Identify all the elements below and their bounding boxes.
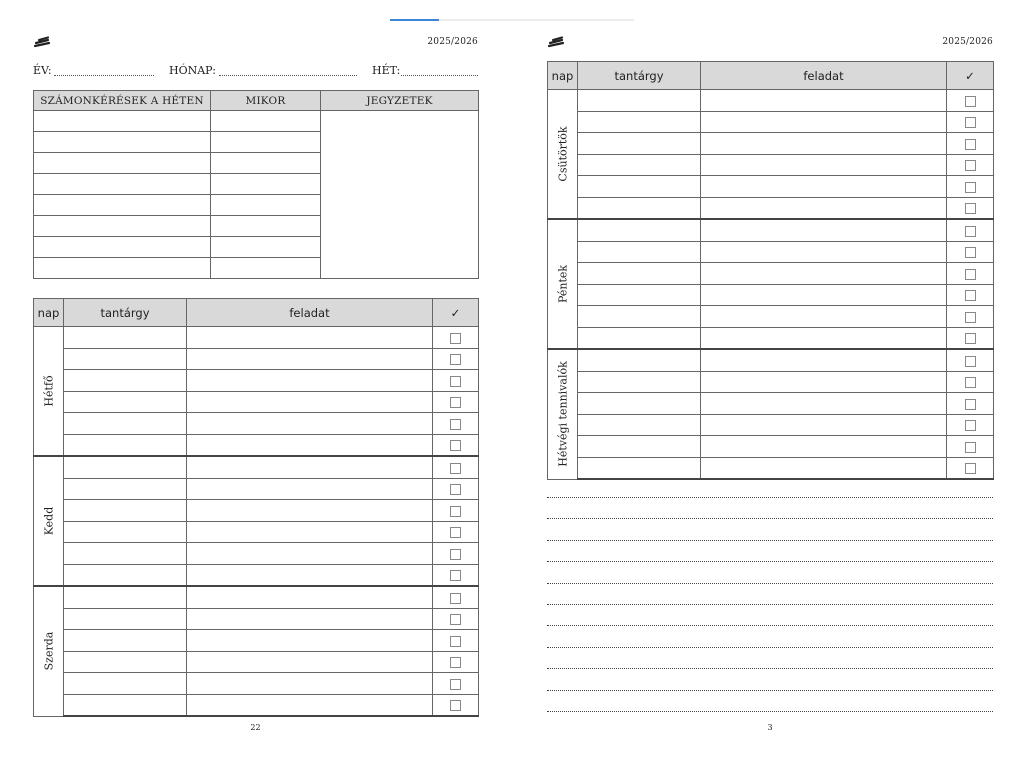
day-label-cell [548,90,578,220]
task-cell[interactable] [701,241,947,263]
table-row [34,434,479,456]
check-cell [433,327,479,349]
task-cell[interactable] [187,521,433,543]
checkbox-icon[interactable] [450,657,461,668]
checkbox-icon[interactable] [450,484,461,495]
ev-field[interactable] [54,75,154,76]
day-label: Szerda [42,631,55,671]
subject-cell[interactable] [64,434,187,456]
task-cell[interactable] [187,694,433,716]
header-feladat: feladat [187,299,433,327]
planner-table [33,298,479,717]
task-cell[interactable] [187,456,433,478]
note-line [547,625,993,626]
checkbox-icon[interactable] [965,139,976,150]
subject-cell[interactable] [64,478,187,500]
checkbox-icon[interactable] [965,226,976,237]
subject-cell[interactable] [578,371,701,393]
subject-cell[interactable] [64,348,187,370]
check-cell [947,111,994,133]
note-line [547,604,993,605]
header-feladat: feladat [701,62,947,90]
check-cell [433,478,479,500]
school-year: 2025/2026 [427,37,478,47]
checkbox-icon[interactable] [965,96,976,107]
honap-label: HÓNAP: [169,64,216,77]
check-cell [947,436,994,458]
day-label: Hétfő [42,375,55,407]
exam-subject-cell[interactable] [34,237,211,258]
het-field[interactable] [401,75,478,76]
day-label: Hétvégi tennivalók [556,361,569,467]
subject-cell[interactable] [578,133,701,155]
task-cell[interactable] [701,263,947,285]
task-cell[interactable] [701,327,947,349]
note-line [547,668,993,669]
subject-cell[interactable] [578,90,701,112]
exam-subject-cell[interactable] [34,174,211,195]
page-progress-bar [390,19,634,21]
exam-when-cell[interactable] [211,237,321,258]
check-cell [433,370,479,392]
day-label-cell [548,219,578,349]
check-cell [947,176,994,198]
task-cell[interactable] [701,393,947,415]
table-row [34,673,479,695]
check-cell [947,133,994,155]
day-label: Péntek [556,264,569,304]
check-cell [433,651,479,673]
subject-cell[interactable] [64,608,187,630]
exam-when-cell[interactable] [211,216,321,237]
checkbox-icon[interactable] [450,506,461,517]
table-row [34,500,479,522]
task-cell[interactable] [187,413,433,435]
note-line [547,518,993,519]
subject-cell[interactable] [64,694,187,716]
task-cell[interactable] [701,457,947,479]
checkbox-icon[interactable] [450,527,461,538]
note-line [547,497,993,498]
check-cell [947,284,994,306]
subject-cell[interactable] [578,414,701,436]
exam-header-notes: JEGYZETEK [321,91,479,111]
task-cell[interactable] [187,586,433,608]
check-cell [433,413,479,435]
note-line [547,690,993,691]
task-cell[interactable] [187,564,433,586]
table-row [548,284,994,306]
table-row [34,370,479,392]
checkbox-icon[interactable] [450,570,461,581]
honap-field[interactable] [219,75,357,76]
header-check: ✓ [947,62,994,90]
check-cell [947,306,994,328]
subject-cell[interactable] [64,521,187,543]
check-cell [433,348,479,370]
header-check: ✓ [433,299,479,327]
subject-cell[interactable] [64,413,187,435]
note-line [547,711,993,712]
check-cell [433,673,479,695]
header-tantargy: tantárgy [64,299,187,327]
exam-when-cell[interactable] [211,195,321,216]
subject-cell[interactable] [578,197,701,219]
table-row [34,348,479,370]
checkbox-icon[interactable] [965,182,976,193]
table-row [34,413,479,435]
table-row [548,111,994,133]
exam-when-cell[interactable] [211,132,321,153]
task-cell[interactable] [187,391,433,413]
table-row [548,176,994,198]
check-cell [947,197,994,219]
subject-cell[interactable] [578,241,701,263]
subject-cell[interactable] [578,393,701,415]
subject-cell[interactable] [578,219,701,241]
check-cell [947,327,994,349]
check-cell [433,543,479,565]
table-row [34,651,479,673]
subject-cell[interactable] [64,391,187,413]
exam-table [33,90,479,279]
table-row [34,564,479,586]
note-line [547,647,993,648]
table-row [34,630,479,652]
check-cell [433,456,479,478]
table-row [34,608,479,630]
header-nap: nap [548,62,578,90]
checkbox-icon[interactable] [450,679,461,690]
exam-subject-cell[interactable] [34,195,211,216]
table-row [548,133,994,155]
check-cell [947,219,994,241]
check-cell [433,630,479,652]
check-cell [947,154,994,176]
subject-cell[interactable] [64,370,187,392]
header-nap: nap [34,299,64,327]
exam-when-cell[interactable] [211,111,321,132]
checkbox-icon[interactable] [965,399,976,410]
exam-subject-cell[interactable] [34,258,211,279]
subject-cell[interactable] [64,586,187,608]
exam-header-when: MIKOR [211,91,321,111]
table-row [548,154,994,176]
subject-cell[interactable] [64,500,187,522]
subject-cell[interactable] [64,327,187,349]
planner-table [547,61,994,480]
exam-notes-cell[interactable] [321,111,479,279]
checkbox-icon[interactable] [450,549,461,560]
exam-subject-cell[interactable] [34,216,211,237]
table-row [548,241,994,263]
table-row [548,371,994,393]
task-cell[interactable] [701,111,947,133]
check-cell [433,434,479,456]
subject-cell[interactable] [578,284,701,306]
checkbox-icon[interactable] [450,440,461,451]
task-cell[interactable] [187,630,433,652]
subject-cell[interactable] [64,456,187,478]
page-number: 3 [767,723,773,732]
task-cell[interactable] [187,608,433,630]
task-cell[interactable] [701,154,947,176]
checkbox-icon[interactable] [450,376,461,387]
check-cell [433,694,479,716]
note-line [547,561,993,562]
exam-header-subject: SZÁMONKÉRÉSEK A HÉTEN [34,91,211,111]
checkbox-icon[interactable] [965,247,976,258]
subject-cell[interactable] [578,154,701,176]
subject-cell[interactable] [578,111,701,133]
checkbox-icon[interactable] [450,700,461,711]
page-number: 22 [250,723,261,732]
table-row [548,349,994,371]
exam-when-cell[interactable] [211,258,321,279]
page-progress-fill [390,19,439,21]
table-row [548,393,994,415]
exam-when-cell[interactable] [211,153,321,174]
checkbox-icon[interactable] [965,356,976,367]
subject-cell[interactable] [578,327,701,349]
checkbox-icon[interactable] [450,636,461,647]
task-cell[interactable] [187,478,433,500]
checkbox-icon[interactable] [450,397,461,408]
task-cell[interactable] [701,197,947,219]
subject-cell[interactable] [64,564,187,586]
check-cell [947,393,994,415]
subject-cell[interactable] [578,263,701,285]
table-row [548,436,994,458]
check-cell [433,564,479,586]
exam-subject-cell[interactable] [34,111,211,132]
task-cell[interactable] [701,176,947,198]
checkbox-icon[interactable] [450,463,461,474]
ev-label: ÉV: [33,64,52,77]
table-row [34,391,479,413]
school-year: 2025/2026 [942,37,993,47]
table-row [34,456,479,478]
task-cell[interactable] [701,219,947,241]
checkbox-icon[interactable] [965,160,976,171]
task-cell[interactable] [701,284,947,306]
table-row [548,197,994,219]
day-label-cell [34,327,64,457]
table-row [548,219,994,241]
task-cell[interactable] [187,651,433,673]
checkbox-icon[interactable] [450,333,461,344]
check-cell [947,457,994,479]
exam-when-cell[interactable] [211,174,321,195]
table-row [34,478,479,500]
table-row [34,521,479,543]
subject-cell[interactable] [64,651,187,673]
table-row [34,586,479,608]
checkbox-icon[interactable] [450,354,461,365]
checkbox-icon[interactable] [965,442,976,453]
task-cell[interactable] [701,349,947,371]
task-cell[interactable] [701,90,947,112]
check-cell [947,241,994,263]
check-cell [433,391,479,413]
task-cell[interactable] [187,543,433,565]
checkbox-icon[interactable] [965,333,976,344]
task-cell[interactable] [701,133,947,155]
check-cell [433,521,479,543]
checkbox-icon[interactable] [965,377,976,388]
check-cell [947,371,994,393]
day-label-cell [34,456,64,586]
check-cell [947,90,994,112]
check-cell [947,414,994,436]
subject-cell[interactable] [578,436,701,458]
check-cell [433,500,479,522]
task-cell[interactable] [187,434,433,456]
checkbox-icon[interactable] [965,420,976,431]
checkbox-icon[interactable] [450,593,461,604]
check-cell [433,586,479,608]
table-row [34,543,479,565]
checkbox-icon[interactable] [450,419,461,430]
subject-cell[interactable] [64,673,187,695]
books-logo-icon [547,36,565,48]
exam-subject-cell[interactable] [34,132,211,153]
table-row [548,414,994,436]
note-line [547,540,993,541]
table-row [548,457,994,479]
checkbox-icon[interactable] [965,463,976,474]
checkbox-icon[interactable] [965,203,976,214]
task-cell[interactable] [187,673,433,695]
checkbox-icon[interactable] [965,312,976,323]
checkbox-icon[interactable] [965,269,976,280]
subject-cell[interactable] [578,176,701,198]
subject-cell[interactable] [578,457,701,479]
header-tantargy: tantárgy [578,62,701,90]
day-label-cell [548,349,578,479]
checkbox-icon[interactable] [965,290,976,301]
task-cell[interactable] [187,370,433,392]
checkbox-icon[interactable] [450,614,461,625]
task-cell[interactable] [701,306,947,328]
books-logo-icon [33,36,51,48]
table-row [548,263,994,285]
check-cell [947,263,994,285]
table-row [548,306,994,328]
table-row [548,90,994,112]
day-label-cell [34,586,64,716]
subject-cell[interactable] [64,543,187,565]
task-cell[interactable] [701,371,947,393]
subject-cell[interactable] [578,306,701,328]
exam-subject-cell[interactable] [34,153,211,174]
note-line [547,583,993,584]
exam-row [34,111,479,132]
task-cell[interactable] [701,436,947,458]
check-cell [433,608,479,630]
subject-cell[interactable] [64,630,187,652]
table-row [34,327,479,349]
table-row [34,694,479,716]
task-cell[interactable] [187,348,433,370]
subject-cell[interactable] [578,349,701,371]
day-label: Csütörtök [556,126,569,182]
checkbox-icon[interactable] [965,117,976,128]
day-label: Kedd [42,506,55,536]
task-cell[interactable] [701,414,947,436]
het-label: HÉT: [372,64,401,77]
task-cell[interactable] [187,327,433,349]
table-row [548,327,994,349]
check-cell [947,349,994,371]
task-cell[interactable] [187,500,433,522]
